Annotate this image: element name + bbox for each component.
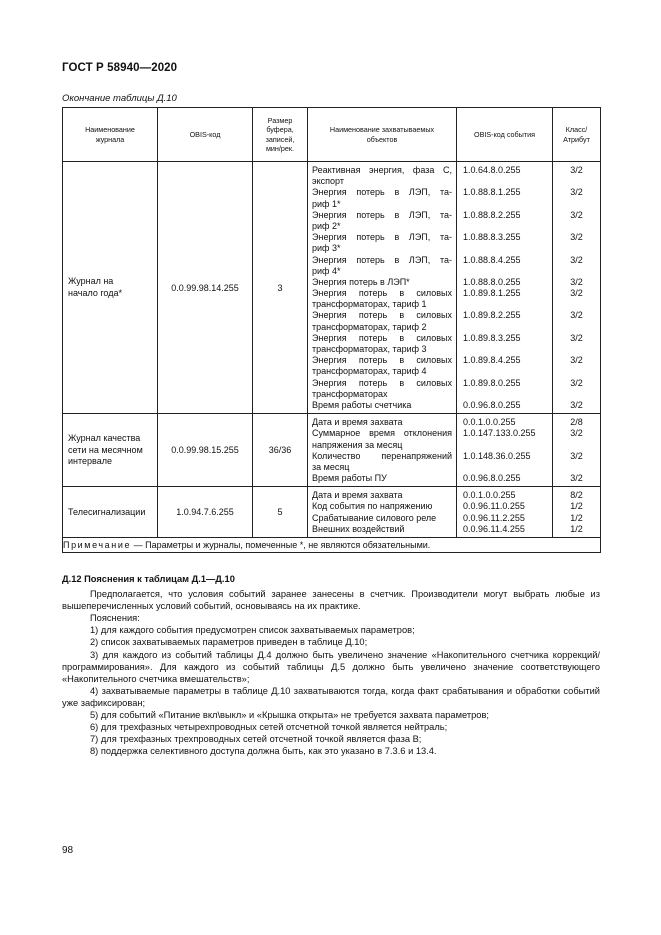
explanations-section (62, 573, 600, 757)
object-name-line: Реактивная энергия, фаза С, (312, 165, 452, 175)
class-attribute: 2/8 (570, 417, 583, 428)
object-name-line: Энергия потерь в силовых (312, 288, 452, 299)
object-name-line: Энергия потерь в ЛЭП, та- (312, 232, 452, 243)
class-attribute (553, 344, 600, 355)
class-attribute (553, 243, 600, 254)
event-obis-code: 0.0.1.0.0.255 (463, 417, 516, 428)
header-line: Атрибут (563, 134, 590, 144)
object-name-line: Энергия потерь в силовых (312, 377, 452, 388)
object-name-line: Энергия потерь в силовых (312, 310, 452, 321)
class-attribute (553, 462, 600, 473)
paragraph: 6) для трехфазных четырехпроводных сетей отсчетной точкой является нейтраль; (90, 722, 448, 733)
object-name-line: Время работы ПУ (312, 473, 387, 484)
object-name-line: Энергия потерь в ЛЭП, та- (312, 209, 452, 220)
event-obis-code (463, 266, 552, 277)
event-obis-code (463, 344, 552, 355)
class-attribute-cell (553, 414, 601, 487)
col-header-objects (308, 108, 457, 162)
page-number: 98 (62, 845, 74, 856)
captured-objects-cell (308, 414, 457, 487)
object-name-line: трансформаторах (312, 388, 388, 399)
event-obis-code: 0.0.96.11.4.255 (463, 523, 525, 534)
class-attribute: 3/2 (570, 165, 583, 175)
buffer-size-cell: 3 (253, 162, 308, 414)
class-attribute (553, 266, 600, 277)
event-obis-code: 1.0.89.8.0.255 (463, 377, 521, 388)
section-heading: Д.12 Пояснения к таблицам Д.1—Д.10 (62, 574, 235, 584)
event-obis-code (463, 243, 552, 254)
event-obis-code (463, 462, 552, 473)
events-table (62, 107, 601, 553)
obis-code-cell: 1.0.94.7.6.255 (158, 487, 253, 538)
table-header-row (63, 108, 601, 162)
class-attribute: 3/2 (570, 232, 583, 243)
object-name-line: риф 4* (312, 265, 341, 276)
event-obis-code: 1.0.88.8.4.255 (463, 254, 521, 265)
paragraph: 4) захватываемые параметры в таблице Д.10 захватываются тогда, когда факт срабатывания и обработки событий уже зафиксирован; (62, 685, 600, 708)
object-name-line: Энергия потерь в ЛЭП* (312, 276, 410, 287)
class-attribute (553, 366, 600, 377)
object-name-line: трансформаторах, тариф 1 (312, 299, 427, 310)
event-obis-code: 1.0.88.8.1.255 (463, 187, 521, 198)
class-attribute: 3/2 (570, 377, 583, 388)
event-obis-code: 1.0.88.8.2.255 (463, 209, 521, 220)
event-obis-code: 1.0.89.8.2.255 (463, 310, 521, 321)
object-name-line: Суммарное время отклонения (312, 428, 452, 439)
event-obis-cell (457, 487, 553, 538)
journal-name-cell (63, 414, 158, 487)
class-attribute (553, 322, 600, 333)
object-name-line: Внешних воздействий (312, 523, 405, 534)
event-obis-code: 0.0.96.11.0.255 (463, 501, 525, 512)
object-name-line: Время работы счетчика (312, 399, 412, 410)
header-line: Наименование (85, 125, 135, 134)
object-name-line: риф 3* (312, 243, 341, 254)
paragraph: 3) для каждого из событий таблицы Д.4 должно быть увеличено значение «Накопительного счетчика коррекций/программирования». Для каждого из событий таблицы Д.5 должно быть увеличено значение соответствующего «Накопительного счетчика вмешательств»; (62, 649, 600, 684)
obis-code-cell: 0.0.99.98.14.255 (158, 162, 253, 414)
paragraph: 7) для трехфазных трехпроводных сетей отсчетной точкой является фаза В; (90, 734, 422, 745)
table-row (63, 162, 601, 414)
journal-name-line: интервале (68, 455, 112, 466)
class-attribute (553, 389, 600, 400)
class-attribute (553, 176, 600, 187)
event-obis-code: 0.0.96.8.0.255 (463, 399, 521, 410)
object-name-line: Энергия потерь в ЛЭП, та- (312, 187, 452, 198)
object-name-line: Количество перенапряжений (312, 450, 452, 461)
object-name-line: напряжения за месяц (312, 439, 403, 450)
event-obis-code: 0.0.1.0.0.255 (463, 490, 516, 501)
object-name-line: риф 1* (312, 198, 341, 209)
journal-name-cell (63, 487, 158, 538)
event-obis-code: 1.0.88.8.0.255 (463, 276, 521, 287)
header-line: мин/рек. (265, 144, 295, 153)
event-obis-code (463, 176, 552, 187)
col-header-obis: OBIS-код (158, 108, 253, 162)
object-name-line: трансформаторах, тариф 3 (312, 344, 427, 354)
journal-name-line: сети на месячном (68, 444, 143, 455)
paragraph: 5) для событий «Питание вкл\выкл» и «Крышка открыта» не требуется захвата параметров; (90, 710, 489, 721)
buffer-size-cell: 5 (253, 487, 308, 538)
object-name-line: трансформаторах, тариф 4 (312, 366, 427, 377)
event-obis-code (463, 389, 552, 400)
paragraph: 8) поддержка селективного доступа должна быть, как это указано в 7.3.6 и 13.4. (90, 746, 437, 757)
col-header-journal (63, 108, 158, 162)
class-attribute (553, 221, 600, 232)
header-line: журнала (95, 134, 125, 144)
event-obis-code (463, 322, 552, 333)
class-attribute: 1/2 (570, 523, 583, 534)
event-obis-code: 0.0.96.11.2.255 (463, 512, 525, 523)
object-name-line: экспорт (312, 176, 344, 187)
event-obis-code: 1.0.88.8.3.255 (463, 232, 521, 243)
event-obis-code (463, 440, 552, 451)
table-row (63, 414, 601, 487)
col-header-class (553, 108, 601, 162)
class-attribute: 3/2 (570, 428, 583, 439)
event-obis-code: 1.0.89.8.3.255 (463, 332, 521, 343)
journal-name-line: начало года* (68, 287, 122, 298)
class-attribute: 3/2 (570, 310, 583, 321)
event-obis-code (463, 199, 552, 210)
table-row (63, 487, 601, 538)
class-attribute: 1/2 (570, 501, 583, 512)
journal-name-line: Телесигнализации (68, 506, 146, 517)
object-name-line: риф 2* (312, 220, 341, 231)
class-attribute-cell (553, 487, 601, 538)
obis-code-cell: 0.0.99.98.15.255 (158, 414, 253, 487)
event-obis-code (463, 221, 552, 232)
object-name-line: Дата и время захвата (312, 490, 403, 501)
event-obis-code: 1.0.148.36.0.255 (463, 450, 531, 461)
table-note (63, 538, 601, 553)
object-name-line: Срабатывание силового реле (312, 512, 437, 523)
col-header-buffer (253, 108, 308, 162)
note-label: Примечание (63, 540, 132, 550)
table-caption: Окончание таблицы Д.10 (62, 93, 177, 104)
paragraph: Пояснения: (90, 613, 140, 624)
class-attribute: 8/2 (570, 490, 583, 501)
captured-objects-cell (308, 162, 457, 414)
event-obis-cell (457, 414, 553, 487)
class-attribute: 3/2 (570, 473, 583, 484)
document-header: ГОСТ Р 58940—2020 (62, 62, 178, 74)
class-attribute: 3/2 (570, 332, 583, 343)
object-name-line: за месяц (312, 461, 350, 472)
paragraph: 2) список захватываемых параметров приведен в таблице Д.10; (90, 637, 368, 648)
class-attribute: 3/2 (570, 276, 583, 287)
class-attribute (553, 440, 600, 451)
header-line: записей, (265, 134, 295, 144)
class-attribute: 3/2 (570, 254, 583, 265)
captured-objects-cell (308, 487, 457, 538)
object-name-line: Код события по напряжению (312, 501, 433, 512)
object-name-line: Дата и время захвата (312, 417, 403, 428)
event-obis-code (463, 299, 552, 310)
event-obis-code: 1.0.89.8.4.255 (463, 355, 521, 366)
event-obis-code (463, 366, 552, 377)
col-header-event-obis: OBIS-код события (457, 108, 553, 162)
class-attribute (553, 199, 600, 210)
journal-name-line: Журнал на (68, 276, 114, 287)
object-name-line: Энергия потерь в силовых (312, 332, 452, 343)
class-attribute: 3/2 (570, 288, 583, 299)
class-attribute-cell (553, 162, 601, 414)
object-name-line: Энергия потерь в ЛЭП, та- (312, 254, 452, 265)
buffer-size-cell: 36/36 (253, 414, 308, 487)
note-row (63, 538, 601, 553)
journal-name-line: Журнал качества (68, 433, 141, 444)
header-line: Размер (267, 115, 293, 125)
class-attribute: 3/2 (570, 399, 583, 410)
event-obis-cell (457, 162, 553, 414)
header-line: буфера, (266, 125, 294, 134)
paragraph: 1) для каждого события предусмотрен список захватываемых параметров; (90, 625, 415, 636)
journal-name-cell (63, 162, 158, 414)
paragraph: Предполагается, что условия событий заранее занесены в счетчик. Производители могут выбрать любые из вышеперечисленных условий событий, основываясь на их практике. (62, 589, 600, 612)
class-attribute: 3/2 (570, 450, 583, 461)
header-line: Наименование захватываемых (329, 125, 435, 134)
note-text: — Параметры и журналы, помеченные *, не являются обязательными. (131, 540, 431, 550)
object-name-line: трансформаторах, тариф 2 (312, 321, 427, 332)
class-attribute (553, 299, 600, 310)
class-attribute: 3/2 (570, 209, 583, 220)
event-obis-code: 1.0.89.8.1.255 (463, 288, 521, 299)
header-line: объектов (366, 134, 398, 144)
class-attribute: 3/2 (570, 187, 583, 198)
class-attribute: 1/2 (570, 512, 583, 523)
class-attribute: 3/2 (570, 355, 583, 366)
event-obis-code: 0.0.96.8.0.255 (463, 473, 521, 484)
event-obis-code: 1.0.64.8.0.255 (463, 165, 521, 175)
event-obis-code: 1.0.147.133.0.255 (463, 428, 536, 439)
header-line: Класс/ (565, 125, 588, 134)
object-name-line: Энергия потерь в силовых (312, 355, 452, 366)
